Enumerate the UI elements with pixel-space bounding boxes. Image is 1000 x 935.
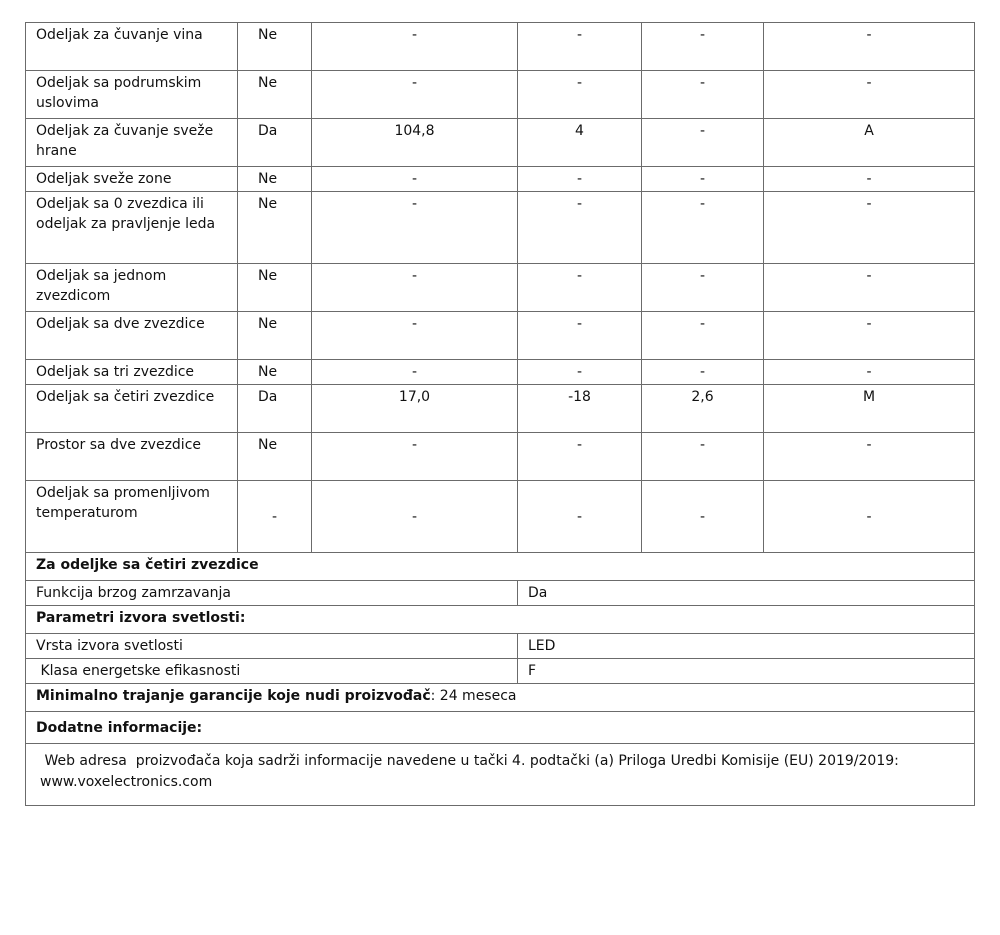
table-row (26, 167, 975, 192)
compartment-volume: - (312, 312, 518, 360)
compartment-temp: 4 (518, 119, 642, 167)
warranty-row (26, 684, 975, 712)
compartment-freeze: - (642, 433, 764, 481)
energy-class-row (26, 659, 975, 684)
compartment-temp: - (518, 192, 642, 264)
compartment-volume: - (312, 481, 518, 553)
compartment-freeze: - (642, 481, 764, 553)
compartment-name: Odeljak sa jednom zvezdicom (26, 264, 238, 312)
compartment-name: Odeljak sveže zone (26, 167, 238, 192)
compartment-volume: - (312, 192, 518, 264)
light-type-row (26, 634, 975, 659)
table-row (26, 119, 975, 167)
compartment-volume: 17,0 (312, 385, 518, 433)
compartment-name: Odeljak sa promenljivom temperaturom (26, 481, 238, 553)
table-row (26, 481, 975, 553)
table-row (26, 23, 975, 71)
compartment-present: Ne (238, 264, 312, 312)
compartment-table (25, 22, 975, 806)
compartment-freeze: - (642, 119, 764, 167)
compartment-present: Da (238, 385, 312, 433)
additional-text: Web adresa proizvođača koja sadrži informacije navedene u tački 4. podtački (a) Priloga Uredbi Komisije (EU) 2019/2019: www.voxelectronics.com (26, 744, 975, 806)
additional-header: Dodatne informacije: (26, 712, 975, 744)
compartment-climate: - (764, 264, 975, 312)
compartment-present: Ne (238, 23, 312, 71)
compartment-freeze: - (642, 264, 764, 312)
compartment-name: Odeljak za čuvanje vina (26, 23, 238, 71)
compartment-name: Odeljak sa dve zvezdice (26, 312, 238, 360)
compartment-temp: - (518, 312, 642, 360)
four-star-header: Za odeljke sa četiri zvezdice (26, 553, 975, 581)
compartment-name: Odeljak sa četiri zvezdice (26, 385, 238, 433)
energy-class-label: Klasa energetske efikasnosti (26, 659, 518, 684)
compartment-present: Ne (238, 433, 312, 481)
compartment-climate: - (764, 167, 975, 192)
compartment-present: - (238, 481, 312, 553)
table-row (26, 71, 975, 119)
compartment-volume: - (312, 23, 518, 71)
compartment-present: Ne (238, 312, 312, 360)
compartment-freeze: - (642, 167, 764, 192)
compartment-present: Ne (238, 71, 312, 119)
compartment-temp: - (518, 23, 642, 71)
compartment-present: Ne (238, 192, 312, 264)
compartment-climate: - (764, 481, 975, 553)
compartment-climate: A (764, 119, 975, 167)
compartment-climate: - (764, 71, 975, 119)
compartment-climate: - (764, 360, 975, 385)
fast-freeze-value: Da (518, 581, 975, 606)
compartment-present: Ne (238, 360, 312, 385)
compartment-climate: - (764, 433, 975, 481)
compartment-freeze: 2,6 (642, 385, 764, 433)
compartment-temp: - (518, 433, 642, 481)
table-row (26, 192, 975, 264)
compartment-volume: - (312, 71, 518, 119)
warranty-label: Minimalno trajanje garancije koje nudi proizvođač (36, 688, 431, 704)
table-row (26, 385, 975, 433)
compartment-temp: - (518, 360, 642, 385)
compartment-freeze: - (642, 71, 764, 119)
compartment-temp: - (518, 167, 642, 192)
compartment-temp: - (518, 71, 642, 119)
additional-text-row (26, 744, 975, 806)
compartment-climate: - (764, 312, 975, 360)
compartment-name: Odeljak sa 0 zvezdica ili odeljak za pravljenje leda (26, 192, 238, 264)
compartment-volume: - (312, 167, 518, 192)
table-row (26, 433, 975, 481)
compartment-name: Prostor sa dve zvezdice (26, 433, 238, 481)
light-header: Parametri izvora svetlosti: (26, 606, 975, 634)
compartment-temp: - (518, 264, 642, 312)
light-type-value: LED (518, 634, 975, 659)
product-info-sheet (25, 22, 974, 806)
fast-freeze-row (26, 581, 975, 606)
compartment-volume: - (312, 433, 518, 481)
energy-class-value: F (518, 659, 975, 684)
table-row (26, 312, 975, 360)
warranty (26, 684, 975, 712)
compartment-climate: - (764, 23, 975, 71)
compartment-volume: - (312, 360, 518, 385)
table-row (26, 264, 975, 312)
compartment-volume: 104,8 (312, 119, 518, 167)
table-row (26, 360, 975, 385)
compartment-name: Odeljak za čuvanje sveže hrane (26, 119, 238, 167)
compartment-climate: M (764, 385, 975, 433)
compartment-name: Odeljak sa podrumskim uslovima (26, 71, 238, 119)
four-star-header-row (26, 553, 975, 581)
compartment-volume: - (312, 264, 518, 312)
compartment-climate: - (764, 192, 975, 264)
light-type-label: Vrsta izvora svetlosti (26, 634, 518, 659)
compartment-freeze: - (642, 360, 764, 385)
warranty-value: : 24 meseca (430, 688, 517, 704)
compartment-present: Ne (238, 167, 312, 192)
light-header-row (26, 606, 975, 634)
fast-freeze-label: Funkcija brzog zamrzavanja (26, 581, 518, 606)
compartment-temp: - (518, 481, 642, 553)
compartment-present: Da (238, 119, 312, 167)
compartment-freeze: - (642, 192, 764, 264)
compartment-temp: -18 (518, 385, 642, 433)
additional-header-row (26, 712, 975, 744)
compartment-name: Odeljak sa tri zvezdice (26, 360, 238, 385)
compartment-freeze: - (642, 23, 764, 71)
compartment-freeze: - (642, 312, 764, 360)
